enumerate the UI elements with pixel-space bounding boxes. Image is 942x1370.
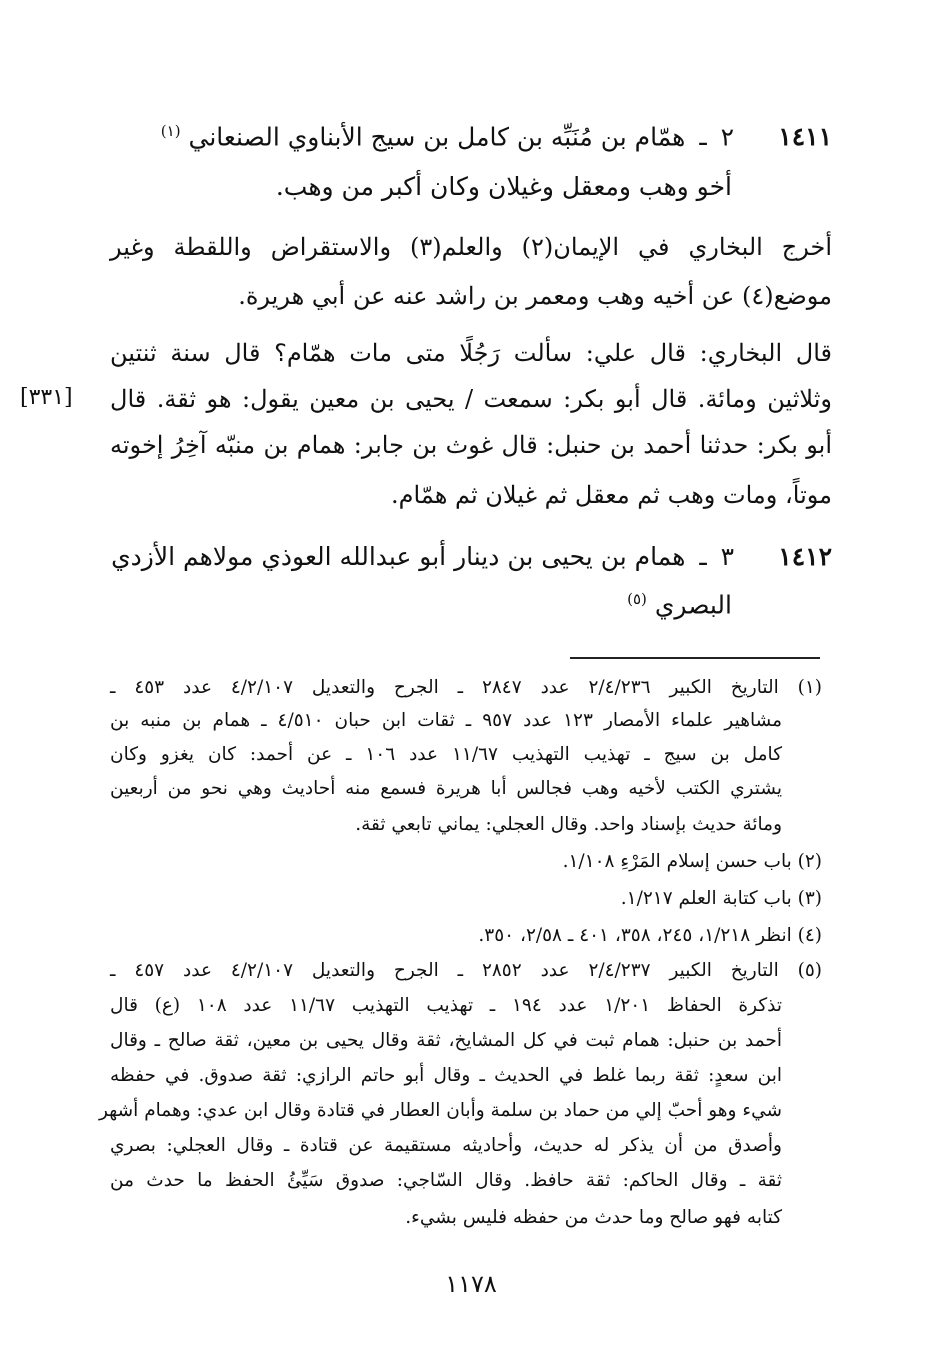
entry-sub: [627, 590, 732, 619]
footnote-line: (١) التاريخ الكبير ٢/٤/٢٣٦ عدد ٢٨٤٧ ـ الجرح والتعديل ٤/٢/١٠٧ عدد ٤٥٣ ـ: [110, 677, 822, 698]
footnote-ref: (١): [160, 122, 181, 140]
footnote-ref: (٥): [627, 590, 647, 608]
footnote-line: (٣) باب كتابة العلم ١/٢١٧.: [620, 888, 822, 909]
entry-number: ١٤١٢: [778, 542, 832, 571]
footnote-line: تذكرة الحفاظ ١/٢٠١ عدد ١٩٤ ـ تهذيب التهذيب ١١/٦٧ عدد ١٠٨ (ع) قال: [110, 995, 782, 1016]
footnote-divider: [570, 657, 820, 659]
footnote-line: ومائة حديث بإسناد واحد. وقال العجلي: يماني تابعي ثقة.: [355, 814, 782, 835]
body-line: أخرج البخاري في الإيمان(٢) والعلم(٣) والاستقراض واللقطة وغير: [110, 233, 833, 261]
entry-heading: [111, 542, 832, 571]
body-line: قال البخاري: قال علي: سألت رَجُلًا متى مات همّام؟ قال سنة ثنتين: [110, 339, 832, 367]
footnote-line: (٢) باب حسن إسلام المَرْءِ ١/١٠٨.: [562, 851, 822, 872]
footnote-line: (٤) انظر ١/٢١٨، ٢٤٥، ٣٥٨، ٤٠١ ـ ٢/٥٨، ٣٥٠.: [478, 925, 822, 946]
footnote-line: وأصدق من أن يذكر له حديث، وأحاديثه مستقيمة عن قتادة ـ وقال العجلي: بصري: [110, 1135, 782, 1156]
footnote-line: مشاهير علماء الأمصار ١٢٣ عدد ٩٥٧ ـ ثقات ابن حبان ٤/٥١٠ ـ همام بن منبه بن: [110, 710, 782, 731]
entry-index: ٣: [720, 542, 735, 571]
entry-sub-text: البصري: [654, 590, 732, 620]
entry-name: همّام بن مُنَبِّه بن كامل بن سيج الأبناوي الصنعاني: [188, 122, 686, 152]
entry-dash: ـ: [699, 122, 707, 152]
footnote-line: يشتري الكتب لأخيه وهب فجالس أبا هريرة فسمع منه أحاديث وهي نحو من أربعين: [110, 778, 782, 799]
body-line: وثلاثين ومائة. قال أبو بكر: سمعت / يحيى بن معين يقول: هو ثقة. قال: [110, 385, 832, 413]
footnote-line: كامل بن سيج ـ تهذيب التهذيب ١١/٦٧ عدد ١٠٦ ـ عن أحمد: كان يغزو وكان: [110, 744, 782, 765]
entry-number: ١٤١١: [778, 122, 832, 152]
footnote-line: أحمد بن حنبل: همام ثبت في كل المشايخ، ثقة وقال يحيى بن معين، ثقة صالح ـ وقال: [110, 1030, 782, 1051]
entry-heading: [161, 122, 832, 151]
body-line: أبو بكر: حدثنا أحمد بن حنبل: قال غوث بن جابر: همام بن منبّه آخِرُ إخوته: [110, 431, 832, 459]
page-number: ١١٧٨: [445, 1270, 497, 1298]
entry-dash: ـ: [699, 542, 707, 571]
entry-name: همام بن يحيى بن دينار أبو عبدالله العوذي مولاهم الأزدي: [111, 542, 686, 571]
footnote-line: ابن سعدٍ: ثقة ربما غلط في الحديث ـ وقال أبو حاتم الرازي: ثقة صدوق. في حفظه: [110, 1065, 782, 1086]
footnote-line: (٥) التاريخ الكبير ٢/٤/٢٣٧ عدد ٢٨٥٢ ـ الجرح والتعديل ٤/٢/١٠٧ عدد ٤٥٧ ـ: [110, 960, 822, 981]
body-line: موضع(٤) عن أخيه وهب ومعمر بن راشد عنه عن أبي هريرة.: [238, 282, 832, 310]
footnote-line: ثقة ـ وقال الحاكم: ثقة حافظ. وقال السّاجي: صدوق سَيِّئُ الحفظ ما حدث من: [110, 1170, 782, 1191]
body-line: موتاً، ومات وهب ثم معقل ثم غيلان ثم همّام.: [391, 481, 832, 509]
page-margin-marker: [٣٣١]: [20, 385, 73, 410]
footnote-line: شيء وهو أحبّ إلي من حماد بن سلمة وأبان العطار في قتادة وقال ابن عدي: وهمام أشهر: [98, 1100, 782, 1121]
footnote-line: كتابه فهو صالح وما حدث من حفظه فليس بشيء.: [405, 1207, 782, 1228]
entry-sub: أخو وهب ومعقل وغيلان وكان أكبر من وهب.: [275, 172, 732, 201]
entry-index: ٢: [720, 122, 735, 152]
